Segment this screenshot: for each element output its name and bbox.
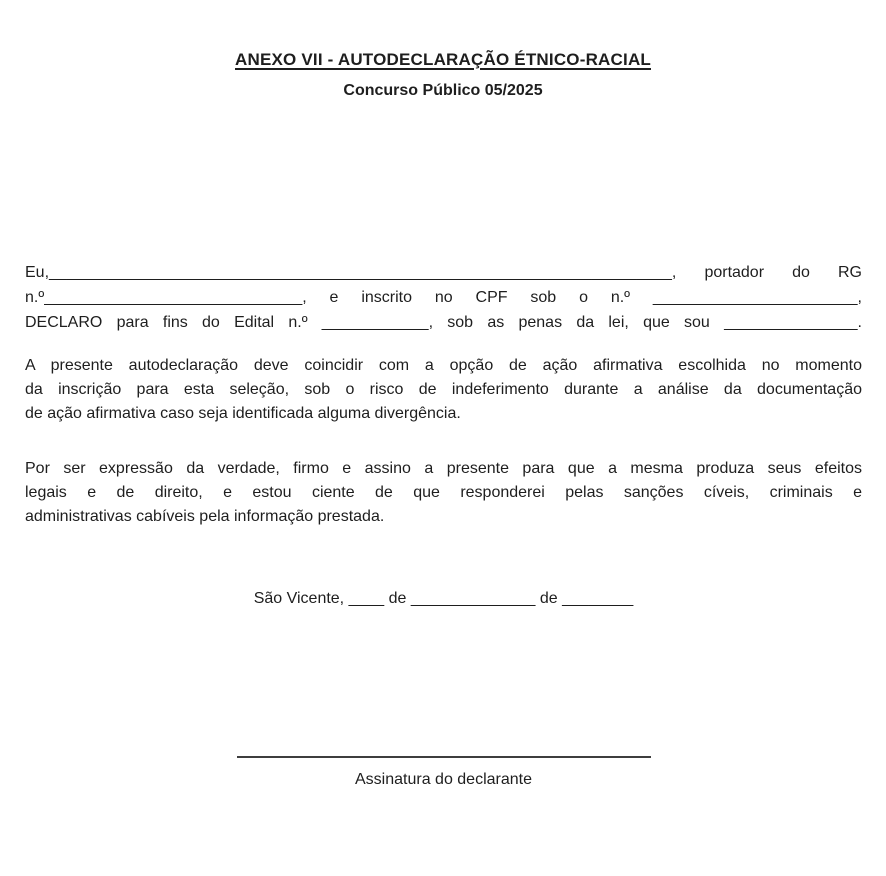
declaration-line-name-rg: Eu,______________________________________________________________________, portador do RG — [25, 264, 862, 281]
affirmation-paragraph — [25, 354, 862, 426]
affirmation-line-1: A presente autodeclaração deve coincidir com a opção de ação afirmativa escolhida no momento — [25, 357, 862, 374]
signature-line — [237, 756, 651, 758]
affirmation-line-2: da inscrição para esta seleção, sob o risco de indeferimento durante a análise da documentação — [25, 381, 862, 398]
document-body — [25, 260, 862, 789]
truth-statement-paragraph — [25, 457, 862, 529]
truth-line-1: Por ser expressão da verdade, firmo e assino a presente para que a mesma produza seus efeitos — [25, 460, 862, 477]
date-place-line: São Vicente, ____ de ______________ de ________ — [253, 590, 634, 607]
declaration-line-edital: DECLARO para fins do Edital n.º ____________, sob as penas da lei, que sou _______________. — [25, 314, 862, 331]
signature-label: Assinatura do declarante — [355, 771, 532, 788]
affirmation-line-3: de ação afirmativa caso seja identificada alguma divergência. — [25, 405, 461, 422]
document-header — [0, 0, 886, 100]
document-subtitle: Concurso Público 05/2025 — [343, 82, 543, 99]
declaration-paragraph — [25, 260, 862, 335]
declaration-line-rg-cpf: n.º_____________________________, e inscrito no CPF sob o n.º _______________________, — [25, 289, 862, 306]
document-title: ANEXO VII - AUTODECLARAÇÃO ÉTNICO-RACIAL — [235, 50, 651, 69]
truth-line-2: legais e de direito, e estou ciente de que responderei pelas sanções cíveis, criminais e — [25, 484, 862, 501]
truth-line-3: administrativas cabíveis pela informação prestada. — [25, 508, 385, 525]
signature-block — [25, 756, 862, 789]
